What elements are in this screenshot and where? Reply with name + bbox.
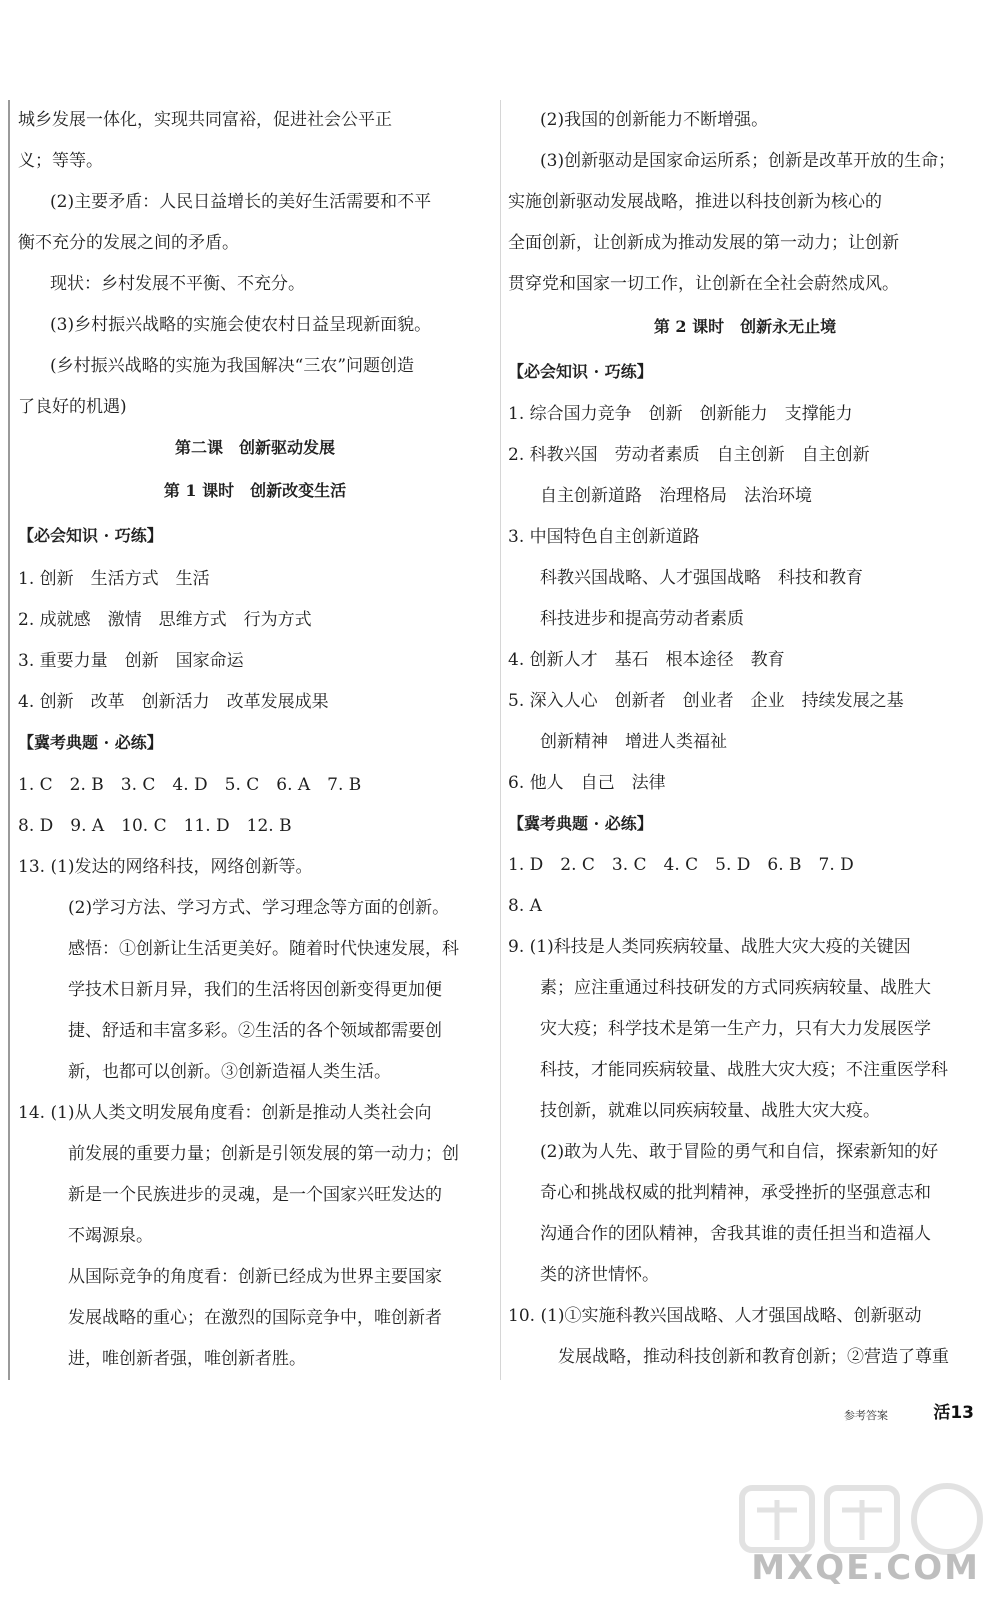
- answer-line: 8. D 9. A 10. C 11. D 12. B: [18, 816, 292, 836]
- text-line: 衡不充分的发展之间的矛盾。: [18, 233, 239, 253]
- text-line: (乡村振兴战略的实施为我国解决“三农”问题创造: [50, 356, 415, 376]
- footer-label: 参考答案: [844, 1409, 888, 1422]
- text-line: 灾大疫；科学技术是第一生产力，只有大力发展医学: [540, 1019, 931, 1039]
- text-line: (3)创新驱动是国家命运所系；创新是改革开放的生命；: [540, 151, 956, 171]
- text-line: (2)我国的创新能力不断增强。: [540, 110, 769, 130]
- text-line: 新，也都可以创新。③创新造福人类生活。: [68, 1062, 391, 1082]
- list-item: 2. 成就感 激情 思维方式 行为方式: [18, 610, 312, 630]
- answer-line: 8. A: [508, 896, 542, 916]
- list-item: 自主创新道路 治理格局 法治环境: [540, 486, 812, 506]
- text-line: 实施创新驱动发展战略，推进以科技创新为核心的: [508, 192, 882, 212]
- list-item: 5. 深入人心 创新者 创业者 企业 持续发展之基: [508, 691, 904, 711]
- text-line: 不竭源泉。: [68, 1226, 153, 1246]
- list-item: 4. 创新 改革 创新活力 改革发展成果: [18, 692, 329, 712]
- text-line: 义；等等。: [18, 151, 103, 171]
- list-item: 1. 创新 生活方式 生活: [18, 569, 210, 589]
- text-line: 14. (1)从人类文明发展角度看：创新是推动人类社会向: [18, 1103, 432, 1123]
- list-item: 1. 综合国力竞争 创新 创新能力 支撑能力: [508, 404, 853, 424]
- lesson-subtitle: 第 1 课时 创新改变生活: [163, 481, 347, 500]
- answer-line: 1. D 2. C 3. C 4. C 5. D 6. B 7. D: [508, 855, 854, 875]
- text-line: 城乡发展一体化，实现共同富裕，促进社会公平正: [18, 110, 392, 130]
- text-line: 9. (1)科技是人类同疾病较量、战胜大灾大疫的关键因: [508, 937, 911, 957]
- list-item: 3. 中国特色自主创新道路: [508, 527, 700, 547]
- answer-line: 1. C 2. B 3. C 4. D 5. C 6. A 7. B: [18, 775, 362, 795]
- text-line: 发展战略，推动科技创新和教育创新；②营造了尊重: [558, 1347, 949, 1367]
- list-item: 科技进步和提高劳动者素质: [540, 609, 744, 629]
- text-line: 现状：乡村发展不平衡、不充分。: [50, 274, 305, 294]
- text-line: 捷、舒适和丰富多彩。②生活的各个领域都需要创: [68, 1021, 442, 1041]
- watermark-text: MXQE.COM: [751, 1548, 980, 1588]
- list-item: 创新精神 增进人类福祉: [540, 732, 727, 752]
- list-item: 6. 他人 自己 法律: [508, 773, 666, 793]
- text-line: 发展战略的重心；在激烈的国际竞争中，唯创新者: [68, 1308, 442, 1328]
- text-line: (2)主要矛盾：人民日益增长的美好生活需要和不平: [50, 192, 432, 212]
- text-line: 10. (1)①实施科教兴国战略、人才强国战略、创新驱动: [508, 1306, 922, 1326]
- text-line: 新是一个民族进步的灵魂，是一个国家兴旺发达的: [68, 1185, 442, 1205]
- text-line: 学技术日新月异，我们的生活将因创新变得更加便: [68, 980, 442, 1000]
- text-line: 进，唯创新者强，唯创新者胜。: [68, 1349, 306, 1369]
- text-line: 了良好的机遇): [18, 397, 127, 417]
- section-heading: 【必会知识 · 巧练】: [18, 526, 163, 545]
- text-line: 感悟：①创新让生活更美好。随着时代快速发展，科: [68, 939, 459, 959]
- column-divider: [500, 100, 501, 1380]
- page-number: 活13: [933, 1403, 974, 1423]
- page-edge-rule: [8, 100, 10, 1380]
- text-line: (2)学习方法、学习方式、学习理念等方面的创新。: [68, 898, 450, 918]
- text-line: 前发展的重要力量；创新是引领发展的第一动力；创: [68, 1144, 459, 1164]
- text-line: 贯穿党和国家一切工作，让创新在全社会蔚然成风。: [508, 274, 899, 294]
- text-line: 素；应注重通过科技研发的方式同疾病较量、战胜大: [540, 978, 931, 998]
- text-line: 从国际竞争的角度看：创新已经成为世界主要国家: [68, 1267, 442, 1287]
- text-line: 奇心和挑战权威的批判精神，承受挫折的坚强意志和: [540, 1183, 931, 1203]
- section-heading: 【冀考典题 · 必练】: [18, 733, 163, 752]
- section-heading: 【冀考典题 · 必练】: [508, 814, 653, 833]
- text-line: 沟通合作的团队精神，舍我其谁的责任担当和造福人: [540, 1224, 931, 1244]
- text-line: 技创新，就难以同疾病较量、战胜大灾大疫。: [540, 1101, 880, 1121]
- list-item: 3. 重要力量 创新 国家命运: [18, 651, 244, 671]
- text-line: 13. (1)发达的网络科技，网络创新等。: [18, 857, 313, 877]
- text-line: 类的济世情怀。: [540, 1265, 659, 1285]
- section-heading: 【必会知识 · 巧练】: [508, 362, 653, 381]
- text-line: (2)敢为人先、敢于冒险的勇气和自信，探索新知的好: [540, 1142, 939, 1162]
- list-item: 2. 科教兴国 劳动者素质 自主创新 自主创新: [508, 445, 870, 465]
- list-item: 4. 创新人才 基石 根本途径 教育: [508, 650, 785, 670]
- text-line: 科技，才能同疾病较量、战胜大灾大疫；不注重医学科: [540, 1060, 948, 1080]
- text-line: 全面创新，让创新成为推动发展的第一动力；让创新: [508, 233, 899, 253]
- list-item: 科教兴国战略、人才强国战略 科技和教育: [540, 568, 863, 588]
- lesson-subtitle: 第 2 课时 创新永无止境: [653, 317, 837, 336]
- text-line: (3)乡村振兴战略的实施会使农村日益呈现新面貌。: [50, 315, 432, 335]
- lesson-title: 第二课 创新驱动发展: [174, 438, 335, 457]
